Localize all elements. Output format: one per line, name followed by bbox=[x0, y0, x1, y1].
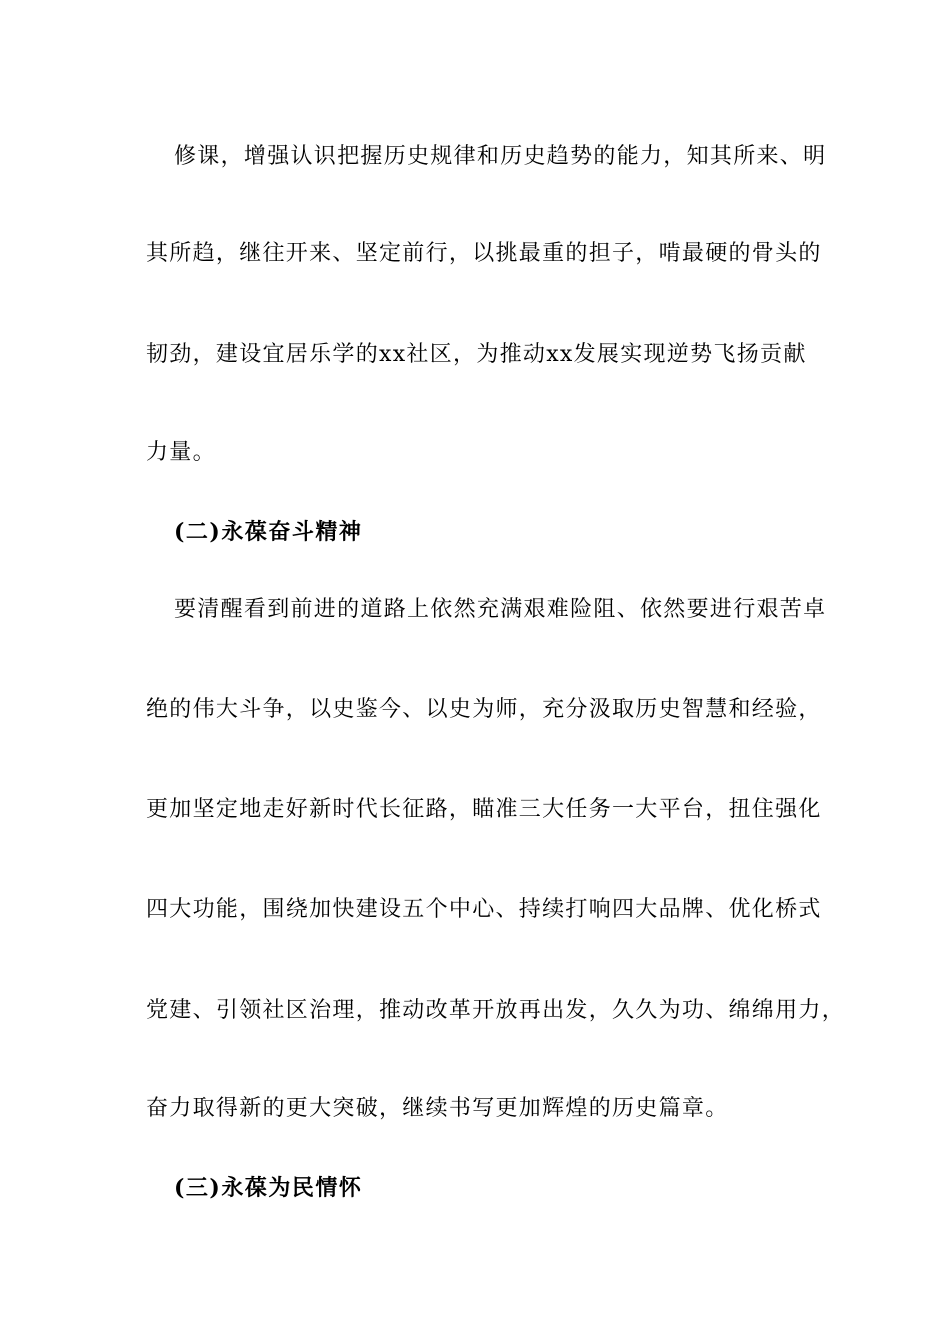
paragraph-line: 四大功能，围绕加快建设五个中心、持续打响四大品牌、优化桥式 bbox=[146, 897, 822, 922]
paragraph-line: 韧劲，建设宜居乐学的xx社区，为推动xx发展实现逆势飞扬贡献 bbox=[146, 342, 807, 367]
paragraph-line: 修课，增强认识把握历史规律和历史趋势的能力，知其所来、明 bbox=[174, 144, 827, 169]
section-heading: (二)永葆奋斗精神 bbox=[174, 519, 363, 545]
section-heading: (三)永葆为民情怀 bbox=[174, 1175, 363, 1201]
paragraph-line: 力量。 bbox=[146, 440, 216, 465]
paragraph-line: 其所趋，继往开来、坚定前行，以挑最重的担子，啃最硬的骨头的 bbox=[146, 241, 822, 266]
paragraph-line: 党建、引领社区治理，推动改革开放再出发，久久为功、绵绵用力， bbox=[146, 998, 846, 1023]
paragraph-line: 要清醒看到前进的道路上依然充满艰难险阻、依然要进行艰苦卓 bbox=[174, 597, 827, 622]
paragraph-line: 奋力取得新的更大突破，继续书写更加辉煌的历史篇章。 bbox=[146, 1096, 729, 1121]
paragraph-line: 更加坚定地走好新时代长征路，瞄准三大任务一大平台，扭住强化 bbox=[146, 797, 822, 822]
paragraph-line: 绝的伟大斗争，以史鉴今、以史为师，充分汲取历史智慧和经验， bbox=[146, 697, 822, 722]
